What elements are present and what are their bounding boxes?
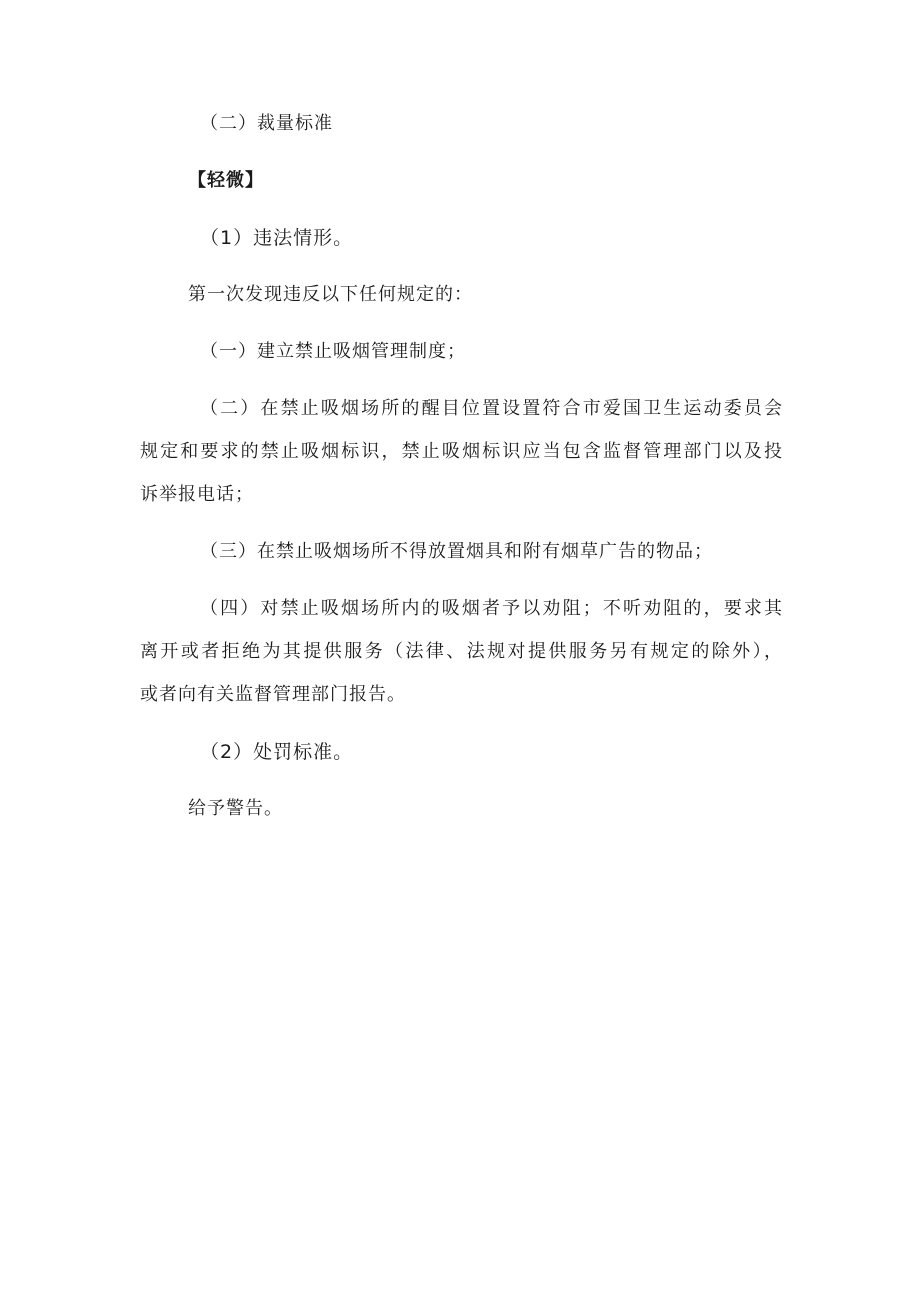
item2-heading: （2）处罚标准。 [200,741,354,763]
intro-paragraph: 第一次发现违反以下任何规定的： [188,284,473,305]
item1-heading: （1）违法情形。 [200,227,354,249]
level-label: 【轻微】 [188,170,264,191]
section-heading: （二）裁量标准 [200,113,333,134]
rule-2-line-1: （二）在禁止吸烟场所的醒目位置设置符合市爱国卫生运动委员会 [200,398,782,419]
rule-2-line-2: 规定和要求的禁止吸烟标识，禁止吸烟标识应当包含监督管理部门以及投 [140,441,782,462]
rule-3: （三）在禁止吸烟场所不得放置烟具和附有烟草广告的物品； [200,541,713,562]
rule-4-line-2: 离开或者拒绝为其提供服务（法律、法规对提供服务另有规定的除外）， [140,641,782,662]
rule-4-line-1: （四）对禁止吸烟场所内的吸烟者予以劝阻；不听劝阻的，要求其 [200,598,782,619]
rule-2-line-3: 诉举报电话； [140,484,254,505]
rule-4-line-3: 或者向有关监督管理部门报告。 [140,684,406,705]
penalty-paragraph: 给予警告。 [188,798,283,819]
rule-1: （一）建立禁止吸烟管理制度； [200,341,466,362]
